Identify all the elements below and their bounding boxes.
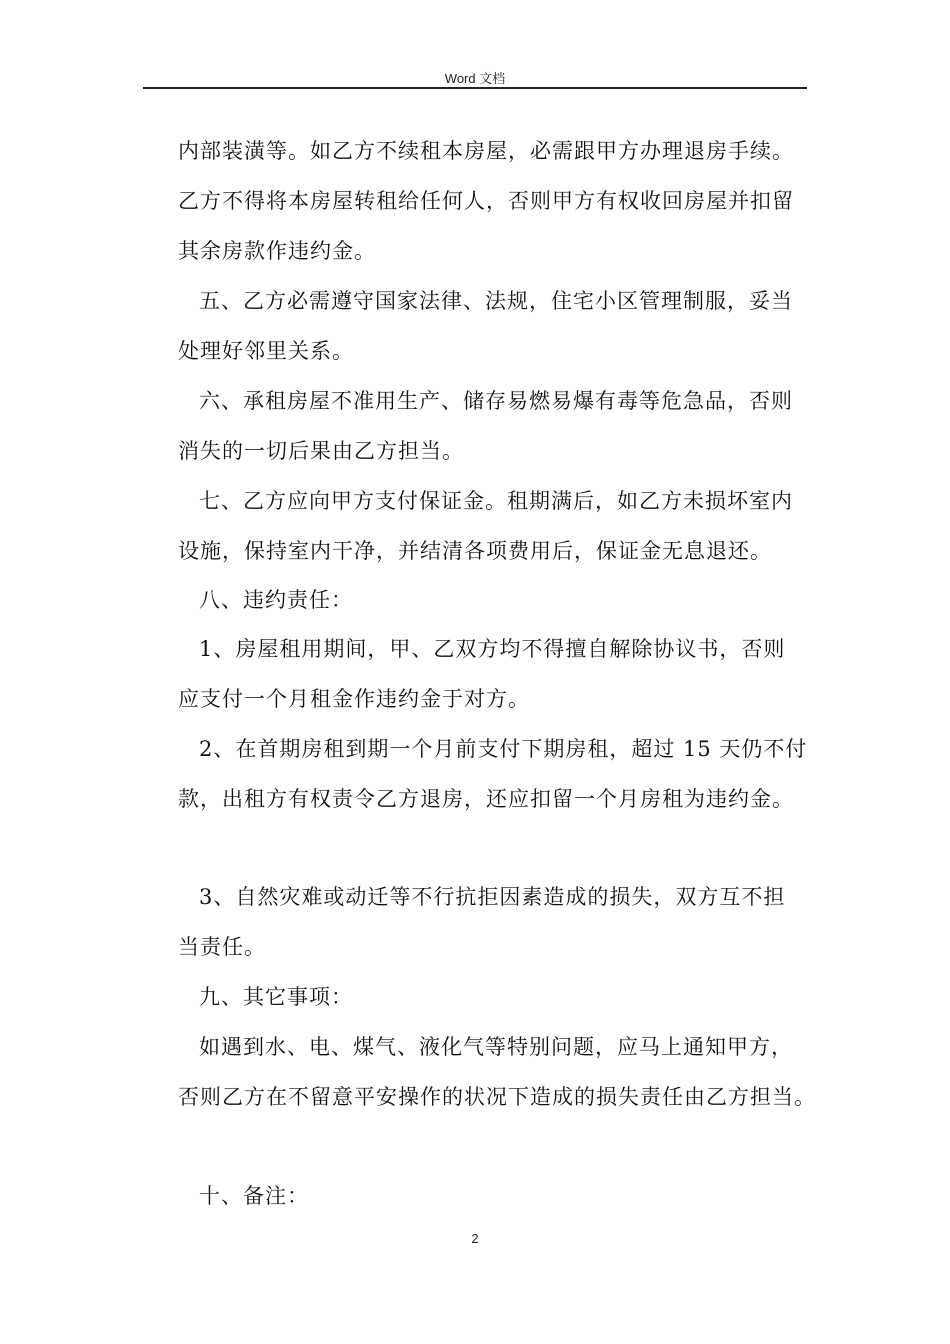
text-line: 1、房屋租用期间，甲、乙双方均不得擅自解除协议书，否则 (199, 637, 786, 661)
text-line: 款，出租方有权责令乙方退房，还应扣留一个月房租为违约金。 (178, 787, 794, 811)
page-number: 2 (471, 1231, 479, 1246)
text-line: 否则乙方在不留意平安操作的状况下造成的损失责任由乙方担当。 (178, 1085, 816, 1109)
text-line: 2、在首期房租到期一个月前支付下期房租，超过 15 天仍不付 (199, 737, 808, 761)
text-line: 处理好邻里关系。 (178, 339, 354, 363)
text-line: 设施，保持室内干净，并结清各项费用后，保证金无息退还。 (178, 539, 772, 563)
text-line: 应支付一个月租金作违约金于对方。 (178, 687, 530, 711)
text-line: 乙方不得将本房屋转租给任何人，否则甲方有权收回房屋并扣留 (178, 189, 794, 213)
text-line: 内部装潢等。如乙方不续租本房屋，必需跟甲方办理退房手续。 (178, 139, 794, 163)
text-line: 九、其它事项： (199, 985, 353, 1009)
text-line: 如遇到水、电、煤气、液化气等特别问题，应马上通知甲方， (199, 1035, 793, 1059)
text-line: 其余房款作违约金。 (178, 239, 376, 263)
text-line: 六、承租房屋不准用生产、储存易燃易爆有毒等危急品，否则 (199, 389, 793, 413)
text-line: 3、自然灾难或动迁等不行抗拒因素造成的损失，双方互不担 (199, 885, 786, 909)
text-line: 消失的一切后果由乙方担当。 (178, 439, 464, 463)
text-line: 五、乙方必需遵守国家法律、法规，住宅小区管理制服，妥当 (199, 289, 793, 313)
header-divider (143, 87, 807, 89)
text-line: 七、乙方应向甲方支付保证金。租期满后，如乙方未损坏室内 (199, 489, 793, 513)
page-header: Word 文档 (444, 71, 506, 86)
text-line: 十、备注： (199, 1184, 309, 1208)
text-line: 八、违约责任： (199, 588, 353, 612)
text-line: 当责任。 (178, 935, 266, 959)
